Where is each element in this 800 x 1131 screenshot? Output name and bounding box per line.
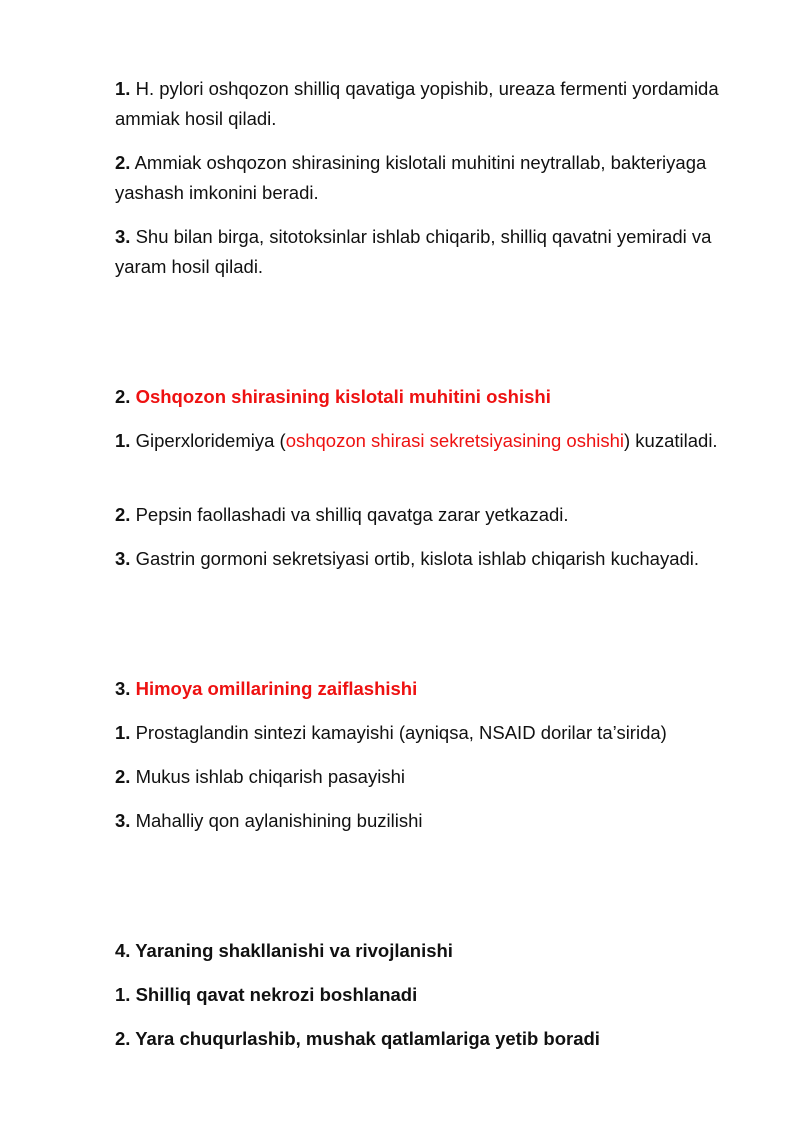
list-item	[115, 222, 755, 282]
section-title: Himoya omillarining zaiflashishi	[135, 678, 418, 699]
item-number: 3.	[115, 548, 131, 569]
list-item	[115, 806, 755, 836]
list-item	[115, 148, 755, 208]
list-item: 2. Yara chuqurlashib, mushak qatlamlariga yetib boradi	[115, 1028, 600, 1049]
item-number: 3.	[115, 810, 131, 831]
section-number: 2.	[115, 386, 131, 407]
item-text: Giperxloridemiya (	[135, 430, 286, 451]
item-number: 2.	[115, 504, 131, 525]
item-text: Ammiak oshqozon shirasining kislotali muhitini neytrallab, bakteriyaga yashash imkonini beradi.	[115, 152, 707, 203]
item-number: 3.	[115, 226, 131, 247]
item-text: Shu bilan birga, sitotoksinlar ishlab chiqarib, shilliq qavatni yemiradi va yaram hosil qiladi.	[115, 226, 712, 277]
list-item	[115, 74, 755, 134]
section-heading	[115, 674, 755, 704]
list-item	[115, 500, 755, 530]
item-number: 2.	[115, 766, 131, 787]
item-text: Prostaglandin sintezi kamayishi (ayniqsa, NSAID dorilar ta’sirida)	[135, 722, 667, 743]
section-title: Oshqozon shirasining kislotali muhitini oshishi	[135, 386, 551, 407]
section-number: 3.	[115, 678, 131, 699]
item-text: Mahalliy qon aylanishining buzilishi	[135, 810, 423, 831]
item-text: Mukus ishlab chiqarish pasayishi	[135, 766, 405, 787]
item-number: 1.	[115, 430, 131, 451]
item-text: Gastrin gormoni sekretsiyasi ortib, kislota ishlab chiqarish kuchayadi.	[135, 548, 700, 569]
item-number: 1.	[115, 78, 131, 99]
section-heading	[115, 382, 755, 412]
item-text: ) kuzatiladi.	[624, 430, 718, 451]
list-item	[115, 544, 785, 574]
item-text: H. pylori oshqozon shilliq qavatiga yopishib, ureaza fermenti yordamida ammiak hosil qiladi.	[115, 78, 719, 129]
list-item	[115, 762, 755, 792]
list-item	[115, 426, 755, 456]
item-text: Pepsin faollashadi va shilliq qavatga zarar yetkazadi.	[135, 504, 569, 525]
section-heading: 4. Yaraning shakllanishi va rivojlanishi	[115, 940, 453, 961]
list-item	[115, 718, 755, 748]
list-item: 1. Shilliq qavat nekrozi boshlanadi	[115, 984, 418, 1005]
highlighted-text: oshqozon shirasi sekretsiyasining oshishi	[285, 430, 624, 451]
item-number: 1.	[115, 722, 131, 743]
item-number: 2.	[115, 152, 131, 173]
